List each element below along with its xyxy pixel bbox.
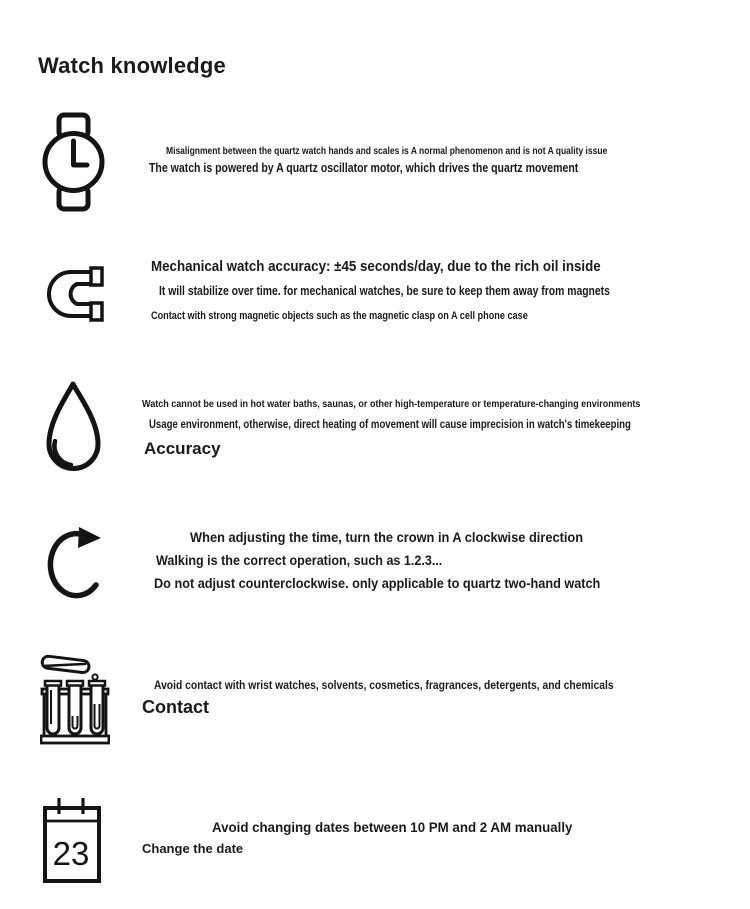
clockwise-arrow-icon — [45, 526, 107, 604]
magnet-icon — [45, 265, 105, 323]
quartz-movement-text: The watch is powered by A quartz oscillator motor, which drives the quartz movement — [149, 160, 579, 175]
avoid-chemicals-text: Avoid contact with wrist watches, solvents, cosmetics, fragrances, detergents, and chemicals — [154, 678, 614, 692]
avoid-changing-dates-text: Avoid changing dates between 10 PM and 2 AM manually — [212, 819, 573, 835]
calendar-day-number: 23 — [52, 835, 90, 872]
page-title: Watch knowledge — [38, 52, 226, 78]
wristwatch-icon — [42, 112, 105, 212]
water-drop-icon — [42, 380, 104, 478]
quartz-misalignment-note: Misalignment between the quartz watch hands and scales is A normal phenomenon and is not A quality issue — [166, 146, 608, 157]
test-tubes-icon — [40, 648, 110, 748]
correct-operation-text: Walking is the correct operation, such as 1.2.3... — [156, 553, 443, 568]
change-the-date-heading: Change the date — [142, 841, 244, 856]
hot-water-warning-text: Watch cannot be used in hot water baths, saunas, or other high-temperature or temperature-changing environments — [142, 398, 641, 410]
magnet-warning-text: It will stabilize over time. for mechanical watches, be sure to keep them away from magnets — [159, 284, 610, 298]
calendar-icon — [42, 795, 102, 884]
accuracy-heading: Accuracy — [144, 439, 221, 458]
magnetic-objects-text: Contact with strong magnetic objects such as the magnetic clasp on A cell phone case — [151, 310, 528, 322]
counterclockwise-warning-text: Do not adjust counterclockwise. only applicable to quartz two-hand watch — [154, 576, 601, 591]
clockwise-direction-text: When adjusting the time, turn the crown in A clockwise direction — [190, 530, 584, 545]
usage-environment-text: Usage environment, otherwise, direct heating of movement will cause imprecision in watch's timekeeping — [149, 417, 631, 431]
contact-heading: Contact — [142, 697, 209, 717]
mechanical-accuracy-text: Mechanical watch accuracy: ±45 seconds/day, due to the rich oil inside — [151, 259, 601, 275]
